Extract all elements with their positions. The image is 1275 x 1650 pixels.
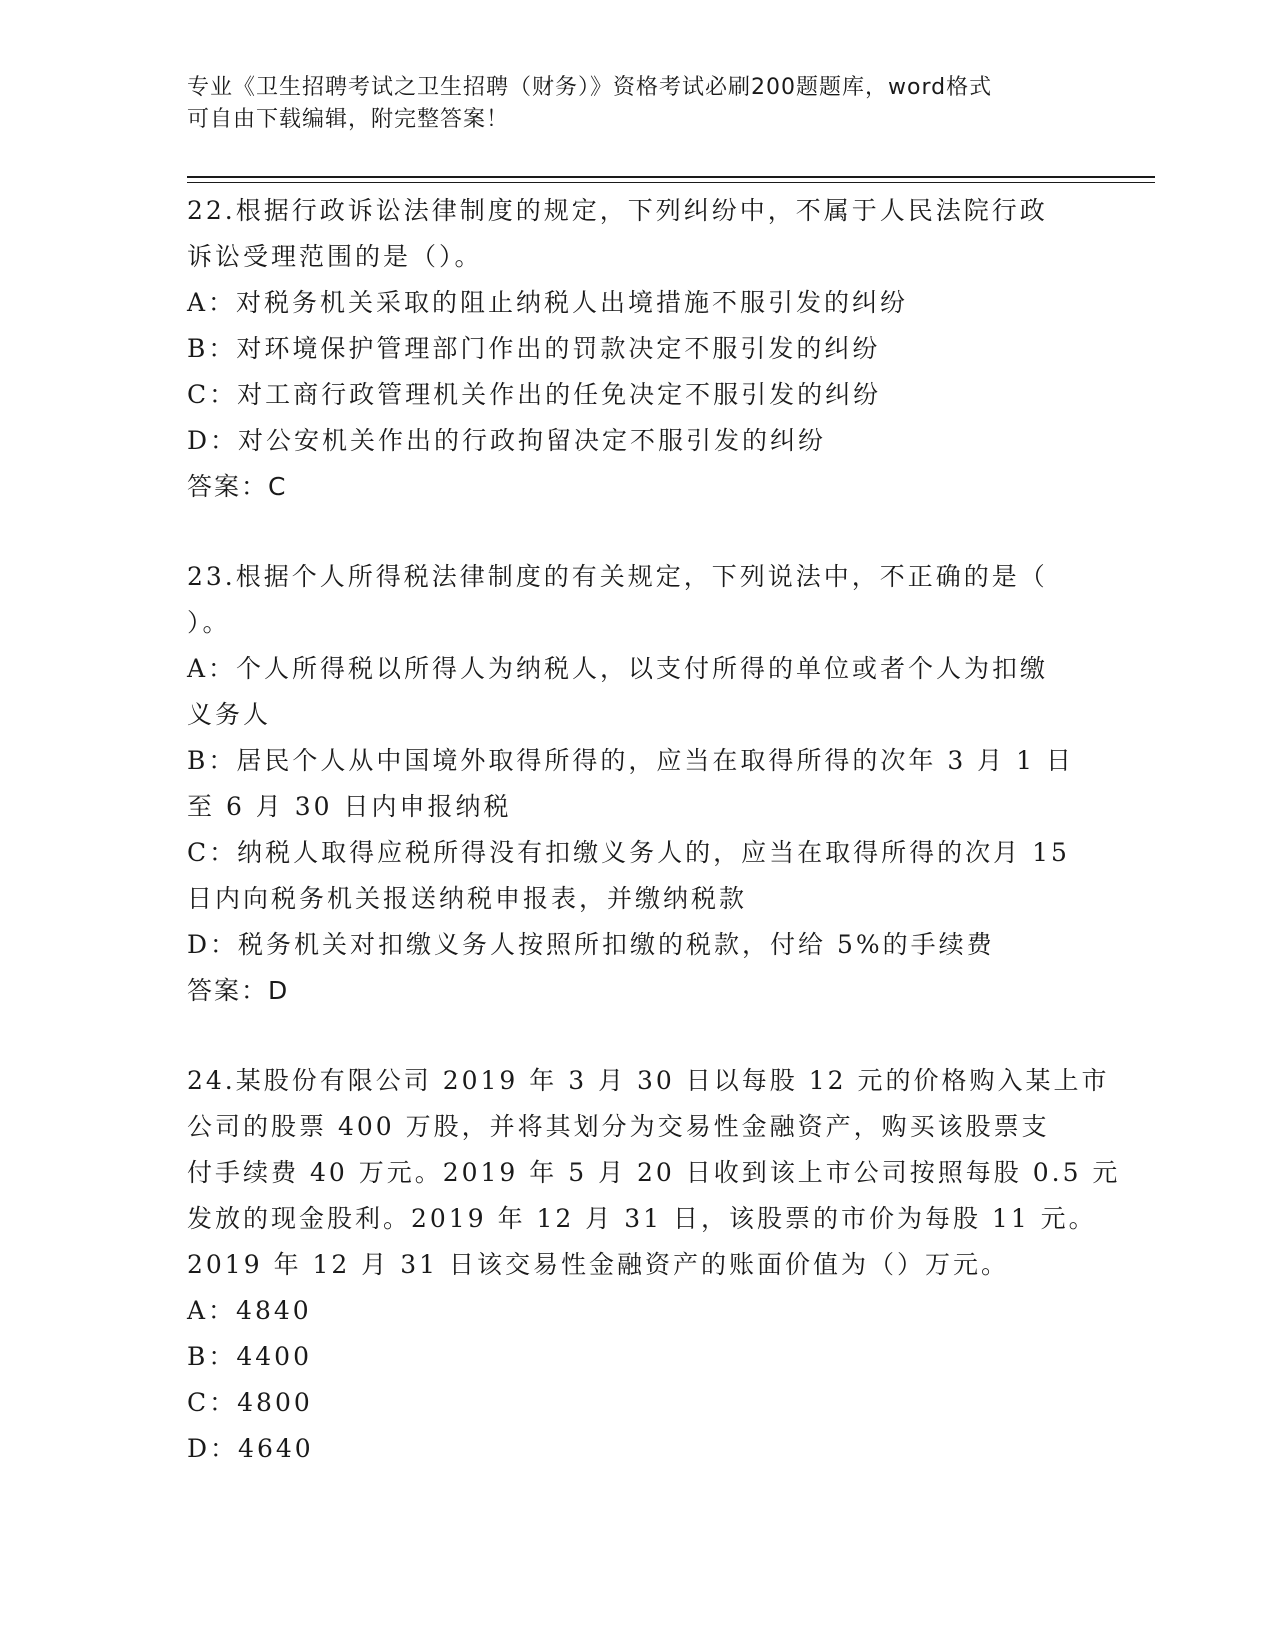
question-stem-line: 24.某股份有限公司 2019 年 3 月 30 日以每股 12 元的价格购入某上市	[187, 1066, 1110, 1095]
question-spacer	[187, 510, 1087, 554]
question-list	[187, 188, 1121, 1472]
option-a: A：个人所得税以所得人为纳税人，以支付所得的单位或者个人为扣缴	[187, 654, 1049, 683]
header-rule-thin	[187, 182, 1155, 183]
question-stem-line: 付手续费 40 万元。2019 年 5 月 20 日收到该上市公司按照每股 0.5 元	[187, 1158, 1121, 1187]
option-d: D：4640	[187, 1434, 314, 1463]
option-b: B：对环境保护管理部门作出的罚款决定不服引发的纠纷	[187, 334, 881, 363]
option-d: D：对公安机关作出的行政拘留决定不服引发的纠纷	[187, 426, 827, 455]
option-c: C：对工商行政管理机关作出的任免决定不服引发的纠纷	[187, 380, 882, 409]
question-stem-line: 公司的股票 400 万股，并将其划分为交易性金融资产，购买该股票支	[187, 1112, 1050, 1141]
option-a: A：对税务机关采取的阻止纳税人出境措施不服引发的纠纷	[187, 288, 909, 317]
document-header	[187, 72, 1067, 136]
option-d: D：税务机关对扣缴义务人按照所扣缴的税款，付给 5%的手续费	[187, 930, 995, 959]
header-rule-thick	[187, 176, 1155, 178]
option-c: C：4800	[187, 1388, 313, 1417]
option-a: A：4840	[187, 1296, 312, 1325]
option-a-continued: 义务人	[187, 700, 272, 729]
question-24	[187, 1058, 1121, 1472]
option-b-continued: 至 6 月 30 日内申报纳税	[187, 792, 512, 821]
question-stem-line: 2019 年 12 月 31 日该交易性金融资产的账面价值为（）万元。	[187, 1250, 1009, 1279]
answer-line: 答案：C	[187, 472, 288, 501]
question-stem-line: 诉讼受理范围的是（）。	[187, 242, 483, 271]
question-spacer	[187, 1014, 1087, 1058]
option-b: B：4400	[187, 1342, 312, 1371]
question-22	[187, 188, 1087, 510]
option-c: C：纳税人取得应税所得没有扣缴义务人的，应当在取得所得的次月 15	[187, 838, 1070, 867]
answer-line: 答案：D	[187, 976, 290, 1005]
option-c-continued: 日内向税务机关报送纳税申报表，并缴纳税款	[187, 884, 748, 913]
question-stem-line: 23.根据个人所得税法律制度的有关规定，下列说法中，不正确的是（	[187, 562, 1048, 591]
header-line-1: 专业《卫生招聘考试之卫生招聘（财务）》资格考试必刷200题题库，word格式	[187, 75, 993, 100]
option-b: B：居民个人从中国境外取得所得的，应当在取得所得的次年 3 月 1 日	[187, 746, 1074, 775]
question-23	[187, 554, 1087, 1014]
question-stem-line: ）。	[187, 608, 231, 637]
question-stem-line: 22.根据行政诉讼法律制度的规定，下列纠纷中，不属于人民法院行政	[187, 196, 1048, 225]
header-line-2: 可自由下载编辑，附完整答案！	[187, 107, 510, 132]
question-stem-line: 发放的现金股利。2019 年 12 月 31 日，该股票的市价为每股 11 元。	[187, 1204, 1097, 1233]
